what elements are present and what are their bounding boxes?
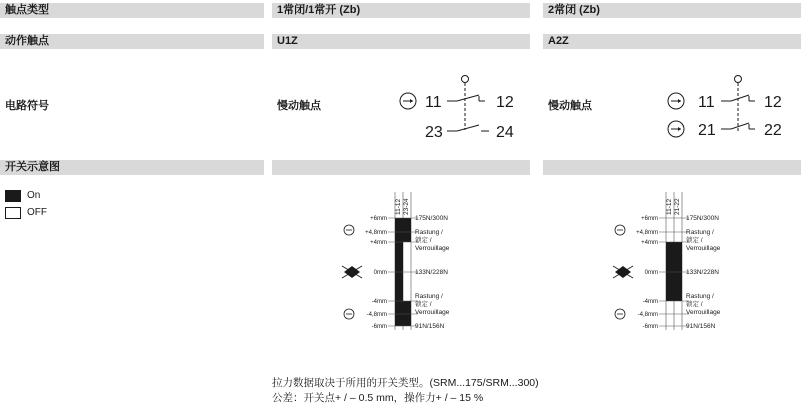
svg-text:Rastung /: Rastung / xyxy=(686,229,714,236)
col1-header-23-24: 23-24 xyxy=(403,198,410,215)
header-col1-blank xyxy=(272,160,530,175)
svg-text:Verrouillage: Verrouillage xyxy=(686,309,721,316)
svg-text:175N/300N: 175N/300N xyxy=(415,215,448,222)
legend-on-swatch xyxy=(5,190,21,202)
col2-contact-type: 慢动触点 xyxy=(548,100,592,112)
circuit-symbol-col1 xyxy=(395,70,525,145)
header-switch-diagram: 开关示意图 xyxy=(0,160,264,175)
header-col1-title: 1常闭/1常开 (Zb) xyxy=(272,3,530,18)
col1-contact-type: 慢动触点 xyxy=(277,100,321,112)
svg-text:-4,8mm: -4,8mm xyxy=(637,312,658,318)
svg-text:锁定 /: 锁定 / xyxy=(415,237,432,244)
svg-text:锁定 /: 锁定 / xyxy=(415,301,432,308)
svg-text:锁定 /: 锁定 / xyxy=(686,301,703,308)
svg-text:Rastung /: Rastung / xyxy=(415,229,443,236)
legend-off-label: OFF xyxy=(27,207,47,218)
col1-term-11: 11 xyxy=(425,94,442,111)
col1-term-24: 24 xyxy=(496,124,514,141)
legend-on-label: On xyxy=(27,190,41,201)
svg-text:Rastung /: Rastung / xyxy=(686,293,714,300)
header-contact-type: 触点类型 xyxy=(0,3,264,18)
svg-text:+6mm: +6mm xyxy=(370,216,387,222)
circuit-symbol-col2 xyxy=(663,70,793,145)
svg-text:-4mm: -4mm xyxy=(371,299,387,305)
header-col1-code: U1Z xyxy=(272,34,530,49)
footnote-force-data: 拉力数据取决于所用的开关类型。(SRM...175/SRM...300) xyxy=(272,377,539,389)
svg-text:-6mm: -6mm xyxy=(371,324,387,330)
header-col2-title: 2常闭 (Zb) xyxy=(543,3,801,18)
footnote-tolerance: 公差：开关点+ / – 0.5 mm，操作力+ / – 15 % xyxy=(272,392,484,404)
header-col2-code: A2Z xyxy=(543,34,801,49)
col1-term-12: 12 xyxy=(496,94,514,111)
legend-off-swatch xyxy=(5,207,21,219)
svg-text:+4mm: +4mm xyxy=(641,240,658,246)
svg-text:+4mm: +4mm xyxy=(370,240,387,246)
svg-text:175N/300N: 175N/300N xyxy=(686,215,719,222)
svg-text:+6mm: +6mm xyxy=(641,216,658,222)
svg-text:91N/156N: 91N/156N xyxy=(686,323,716,330)
svg-text:0mm: 0mm xyxy=(373,270,387,276)
svg-text:+4,8mm: +4,8mm xyxy=(365,230,387,236)
svg-text:133N/228N: 133N/228N xyxy=(686,269,719,276)
svg-text:Rastung /: Rastung / xyxy=(415,293,443,300)
header-actuator: 动作触点 xyxy=(0,34,264,49)
svg-text:0mm: 0mm xyxy=(644,270,658,276)
svg-text:91N/156N: 91N/156N xyxy=(415,323,445,330)
col2-term-22: 22 xyxy=(764,122,782,139)
col2-header-21-22: 21-22 xyxy=(674,198,681,215)
circuit-symbol-label: 电路符号 xyxy=(5,100,49,112)
svg-text:+4,8mm: +4,8mm xyxy=(636,230,658,236)
svg-text:锁定 /: 锁定 / xyxy=(686,237,703,244)
svg-text:-4,8mm: -4,8mm xyxy=(366,312,387,318)
switching-diagram-col2 xyxy=(611,190,736,335)
svg-text:Verrouillage: Verrouillage xyxy=(415,309,450,316)
header-col2-blank xyxy=(543,160,801,175)
col1-term-23: 23 xyxy=(425,124,443,141)
svg-text:-6mm: -6mm xyxy=(642,324,658,330)
svg-text:-4mm: -4mm xyxy=(642,299,658,305)
col2-term-21: 21 xyxy=(698,122,716,139)
col2-header-11-12: 11-12 xyxy=(666,198,673,215)
col2-term-12: 12 xyxy=(764,94,782,111)
svg-text:Verrouillage: Verrouillage xyxy=(415,245,450,252)
svg-text:133N/228N: 133N/228N xyxy=(415,269,448,276)
svg-text:Verrouillage: Verrouillage xyxy=(686,245,721,252)
switching-diagram-col1 xyxy=(340,190,465,335)
col2-term-11: 11 xyxy=(698,94,715,111)
col1-header-11-12: 11-12 xyxy=(395,198,402,215)
